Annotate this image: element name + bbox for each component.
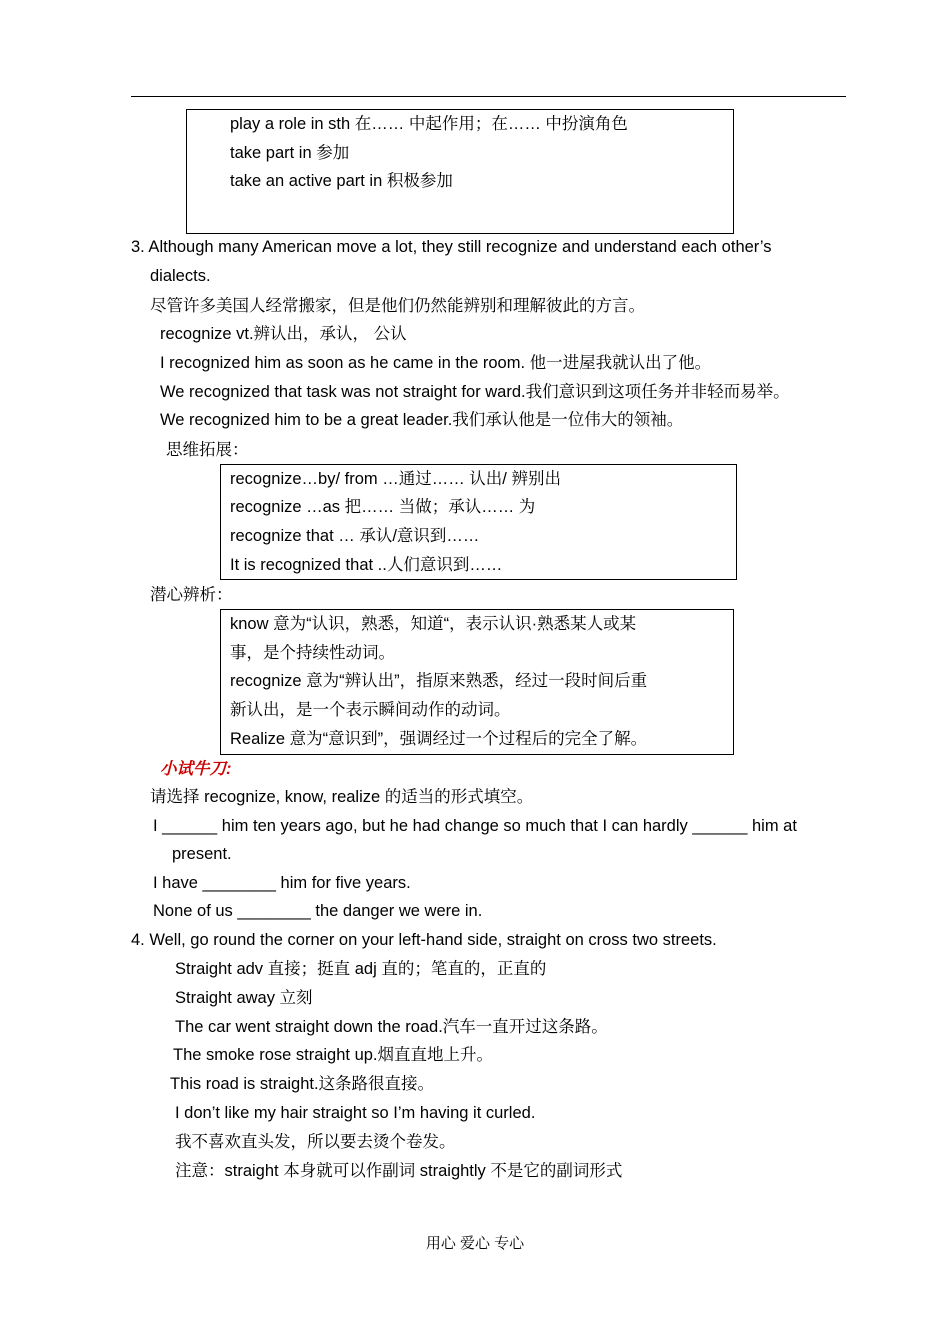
item4-line-2: Straight away 立刻	[175, 989, 313, 1007]
analysis-line-2: 事，是个持续性动词。	[230, 644, 395, 662]
item4-line-8: 注意：straight 本身就可以作副词 straightly 不是它的副词形式	[175, 1162, 623, 1180]
analysis-heading: 潜心辨析：	[150, 586, 233, 604]
practice-intro: 请选择 recognize, know, realize 的适当的形式填空。	[150, 788, 534, 806]
item3-line-1: recognize vt.辨认出，承认， 公认	[160, 325, 407, 343]
page-footer: 用心 爱心 专心	[425, 1235, 525, 1252]
item3-sentence-line-2: dialects.	[150, 267, 211, 285]
item3-sentence-line-1: 3. Although many American move a lot, they still recognize and understand each other’s	[131, 238, 772, 256]
item4-line-6: I don’t like my hair straight so I’m having it curled.	[175, 1104, 536, 1122]
expand-heading: 思维拓展：	[166, 441, 249, 459]
practice-heading: 小试牛刀:	[160, 760, 232, 778]
item3-line-3: We recognized that task was not straight for ward.我们意识到这项任务并非轻而易举。	[160, 383, 790, 401]
item4-line-1: Straight adv 直接；挺直 adj 直的；笔直的，正直的	[175, 960, 547, 978]
practice-line-2: present.	[172, 845, 232, 863]
header-rule	[131, 96, 846, 97]
box1-line-2: take part in 参加	[230, 144, 350, 162]
item4-line-3: The car went straight down the road.汽车一直开过这条路。	[175, 1018, 608, 1036]
item4-line-7: 我不喜欢直头发，所以要去烫个卷发。	[175, 1133, 456, 1151]
analysis-line-1: know 意为“认识，熟悉，知道“，表示认识·熟悉某人或某	[230, 615, 637, 633]
item3-line-2: I recognized him as soon as he came in the room. 他一进屋我就认出了他。	[160, 354, 712, 372]
item4-line-4: The smoke rose straight up.烟直直地上升。	[173, 1046, 494, 1064]
expand-line-2: recognize …as 把…… 当做；承认…… 为	[230, 498, 536, 516]
analysis-line-4: 新认出，是一个表示瞬间动作的动词。	[230, 701, 511, 719]
analysis-line-5: Realize 意为“意识到”，强调经过一个过程后的完全了解。	[230, 730, 648, 748]
item4-line-5: This road is straight.这条路很直接。	[170, 1075, 435, 1093]
item3-translation: 尽管许多美国人经常搬家，但是他们仍然能辨别和理解彼此的方言。	[150, 297, 645, 315]
item3-line-4: We recognized him to be a great leader.我们承认他是一位伟大的领袖。	[160, 411, 684, 429]
expand-line-4: It is recognized that ..人们意识到……	[230, 556, 503, 574]
expand-line-1: recognize…by/ from …通过…… 认出/ 辨别出	[230, 470, 561, 488]
practice-line-1: I ______ him ten years ago, but he had change so much that I can hardly ______ him at	[153, 817, 797, 835]
item4-sentence: 4. Well, go round the corner on your left-hand side, straight on cross two streets.	[131, 931, 717, 949]
practice-line-3: I have ________ him for five years.	[153, 874, 411, 892]
box1-line-1: play a role in sth 在…… 中起作用；在…… 中扮演角色	[230, 115, 628, 133]
box1-line-3: take an active part in 积极参加	[230, 172, 453, 190]
analysis-line-3: recognize 意为“辨认出”，指原来熟悉，经过一段时间后重	[230, 672, 648, 690]
practice-line-4: None of us ________ the danger we were in.	[153, 902, 483, 920]
expand-line-3: recognize that … 承认/意识到……	[230, 527, 480, 545]
